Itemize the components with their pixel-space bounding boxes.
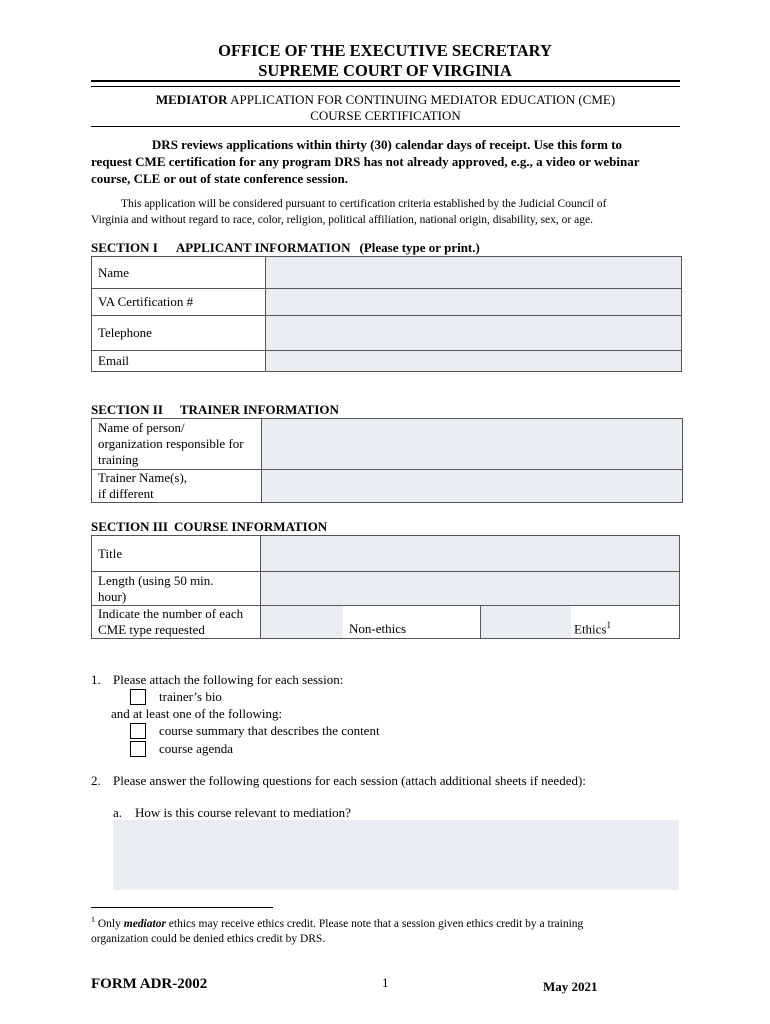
footnote (91, 912, 681, 947)
section2-number: SECTION II (91, 402, 163, 417)
trainer-field[interactable] (262, 470, 683, 503)
va-cert-field[interactable] (266, 289, 682, 316)
section2-title: TRAINER INFORMATION (179, 402, 339, 417)
intro-bold-line1: DRS reviews applications within thirty (30) calendar days of receipt. Use this form to (151, 137, 623, 152)
org-label-l3: training (98, 452, 139, 467)
course-table (91, 535, 680, 639)
form-number: FORM ADR-2002 (91, 976, 208, 992)
org-label-l2: organization responsible for (98, 436, 244, 451)
form-date: May 2021 (543, 979, 598, 994)
email-label: Email (92, 351, 266, 372)
intro-bold-line2: request CME certification for any program DRS has not already approved, e.g., a video or webinar (91, 154, 640, 169)
form-subtitle (91, 92, 680, 108)
item2-number: 2. (91, 773, 101, 788)
ethics-field[interactable] (481, 606, 572, 639)
trainer-label (92, 470, 262, 503)
item2-text: Please answer the following questions for each session (attach additional sheets if needed): (113, 773, 586, 788)
subtitle-rule (91, 126, 680, 127)
telephone-field[interactable] (266, 316, 682, 351)
name-field[interactable] (266, 257, 682, 289)
intro-bold-line3: course, CLE or out of state conference session. (91, 171, 348, 186)
cme-label-l1: Indicate the number of each (98, 606, 244, 621)
title-field[interactable] (261, 536, 680, 572)
question-a-text: How is this course relevant to mediation? (135, 805, 351, 820)
length-label-l1: Length (using 50 min. (98, 572, 214, 588)
length-field[interactable] (261, 572, 680, 606)
non-ethics-label: Non-ethics (343, 606, 481, 639)
applicant-table (91, 256, 682, 372)
summary-label: course summary that describes the content (159, 723, 380, 738)
agenda-label: course agenda (159, 741, 233, 756)
footnote-emphasis: mediator (123, 917, 166, 930)
org-field[interactable] (262, 419, 683, 470)
name-label: Name (92, 257, 266, 289)
section1-title: APPLICANT INFORMATION (175, 240, 351, 255)
policy-line2: Virginia and without regard to race, color, religion, political affiliation, national origin, disability, sex, or age. (91, 214, 593, 226)
section1-note: (Please type or print.) (359, 240, 480, 255)
subtitle-bold: MEDIATOR (155, 92, 228, 107)
section1-heading (91, 240, 480, 256)
and-text: and at least one of the following: (111, 706, 283, 721)
agenda-checkbox[interactable] (130, 741, 146, 757)
header-rule-thick (91, 80, 680, 82)
section3-number: SECTION III (91, 519, 168, 534)
footnote-rule (91, 907, 273, 908)
trainer-label-l2: if different (98, 486, 154, 501)
cme-label (92, 606, 261, 639)
section1-number: SECTION I (91, 240, 158, 255)
bio-label: trainer’s bio (159, 689, 222, 704)
item1-number: 1. (91, 672, 101, 687)
footnote-number: 1 (91, 915, 95, 924)
subtitle-rest: APPLICATION FOR CONTINUING MEDIATOR EDUCATION (CME) (227, 92, 616, 107)
policy-line1: This application will be considered pursuant to certification criteria established by the Judicial Council of (121, 198, 607, 210)
length-label-l2: hour) (98, 588, 127, 604)
bio-checkbox[interactable] (130, 689, 146, 705)
question-a-label: a. (113, 805, 123, 820)
page-number: 1 (382, 975, 389, 990)
va-cert-label: VA Certification # (92, 289, 266, 316)
trainer-table (91, 418, 683, 503)
header-rule-thin (91, 86, 680, 87)
court-title: SUPREME COURT OF VIRGINIA (258, 61, 512, 80)
non-ethics-field[interactable] (261, 606, 344, 639)
cme-label-l2: CME type requested (98, 622, 205, 637)
footnote-line1: $^1$ Only mediator ethics may receive ethics credit. Please note that a session given ethics credit by a training (91, 915, 584, 930)
summary-checkbox[interactable] (130, 723, 146, 739)
form-subtitle-line2: COURSE CERTIFICATION (310, 108, 461, 123)
section2-heading (91, 402, 339, 418)
length-label (92, 572, 261, 606)
ethics-label: Ethics$^1$ (571, 606, 680, 639)
telephone-label: Telephone (92, 316, 266, 351)
item1-text: Please attach the following for each session: (113, 672, 344, 687)
relevance-answer-field[interactable] (113, 820, 679, 890)
ethics-footnote-ref: 1 (606, 619, 611, 630)
footnote-line2: organization could be denied ethics credit by DRS. (91, 932, 326, 945)
section3-heading (91, 519, 327, 535)
title-label: Title (92, 536, 261, 572)
trainer-label-l1: Trainer Name(s), (98, 470, 188, 485)
section3-title: COURSE INFORMATION (173, 519, 328, 534)
office-title: OFFICE OF THE EXECUTIVE SECRETARY (218, 41, 552, 60)
org-label (92, 419, 262, 470)
org-label-l1: Name of person/ (98, 420, 185, 435)
email-field[interactable] (266, 351, 682, 372)
